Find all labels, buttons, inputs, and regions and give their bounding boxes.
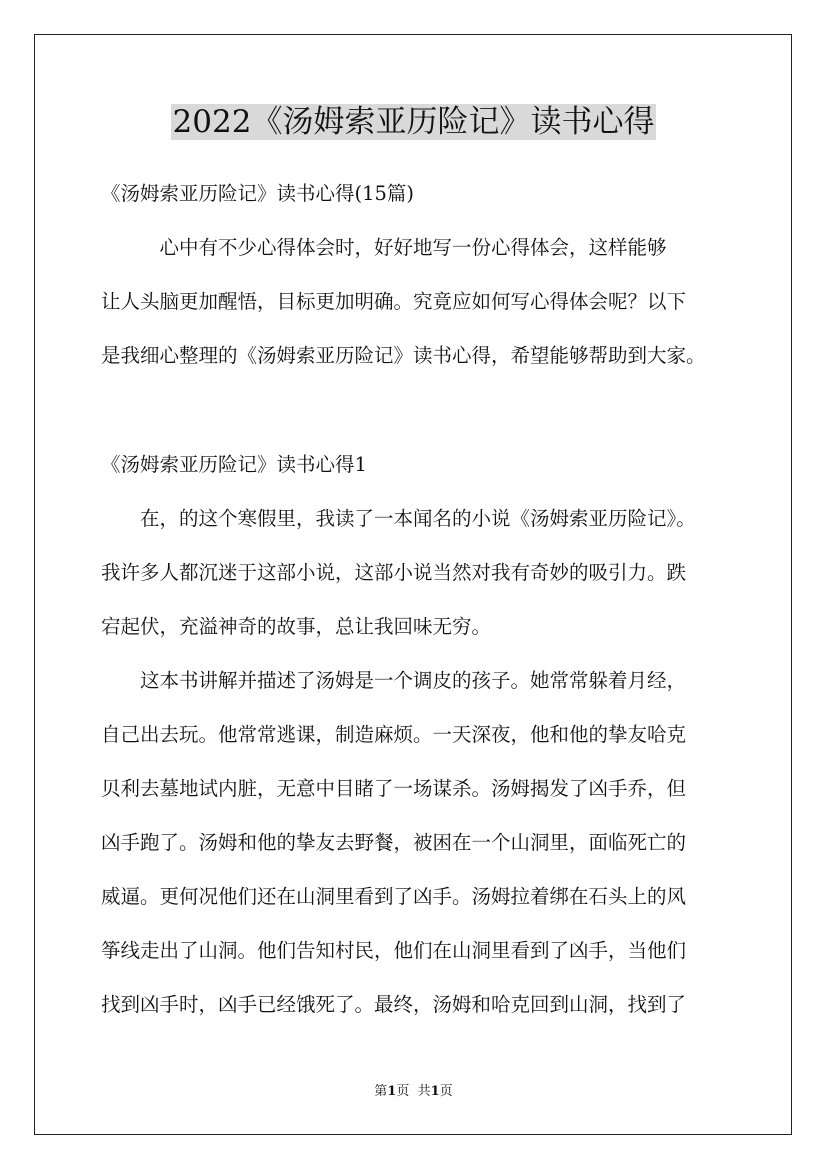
paragraph2-line-7: 找到凶手时，凶手已经饿死了。最终，汤姆和哈克回到山洞，找到了 [101, 993, 687, 1016]
page-footer [0, 1083, 827, 1101]
document-subtitle: 《汤姆索亚历险记》读书心得(15篇) [101, 182, 415, 205]
document-title [0, 100, 827, 144]
intro-line-1: 心中有不少心得体会时，好好地写一份心得体会，这样能够 [101, 236, 667, 259]
document-title-text: 2022《汤姆索亚历险记》读书心得 [172, 104, 655, 140]
paragraph1-line-2: 我许多人都沉迷于这部小说，这部小说当然对我有奇妙的吸引力。跌 [101, 561, 687, 584]
page-number: 1 [387, 1084, 397, 1099]
paragraph2-line-3: 贝利去墓地试内脏，无意中目睹了一场谋杀。汤姆揭发了凶手乔，但 [101, 777, 687, 800]
paragraph1-line-3: 宕起伏，充溢神奇的故事，总让我回味无穷。 [101, 615, 492, 638]
paragraph2-line-6: 筝线走出了山洞。他们告知村民，他们在山洞里看到了凶手，当他们 [101, 939, 687, 962]
intro-line-2: 让人头脑更加醒悟，目标更加明确。究竟应如何写心得体会呢？以下 [101, 290, 687, 313]
total-suffix: 页 [439, 1084, 453, 1099]
paragraph2-line-4: 凶手跑了。汤姆和他的挚友去野餐，被困在一个山洞里，面临死亡的 [101, 831, 687, 854]
total-pages: 1 [430, 1084, 440, 1099]
page-prefix: 第 [374, 1084, 388, 1099]
intro-line-3: 是我细心整理的《汤姆索亚历险记》读书心得，希望能够帮助到大家。 [101, 344, 706, 367]
paragraph2-line-1: 这本书讲解并描述了汤姆是一个调皮的孩子。她常常躲着月经， [101, 669, 687, 692]
paragraph2-line-2: 自己出去玩。他常常逃课，制造麻烦。一天深夜，他和他的挚友哈克 [101, 723, 687, 746]
total-prefix: 共 [417, 1084, 431, 1099]
paragraph1-line-1: 在，的这个寒假里，我读了一本闻名的小说《汤姆索亚历险记》。 [101, 507, 696, 530]
paragraph2-line-5: 威逼。更何况他们还在山洞里看到了凶手。汤姆拉着绑在石头上的风 [101, 885, 687, 908]
page-suffix: 页 [396, 1084, 410, 1099]
section-heading: 《汤姆索亚历险记》读书心得1 [101, 453, 367, 476]
